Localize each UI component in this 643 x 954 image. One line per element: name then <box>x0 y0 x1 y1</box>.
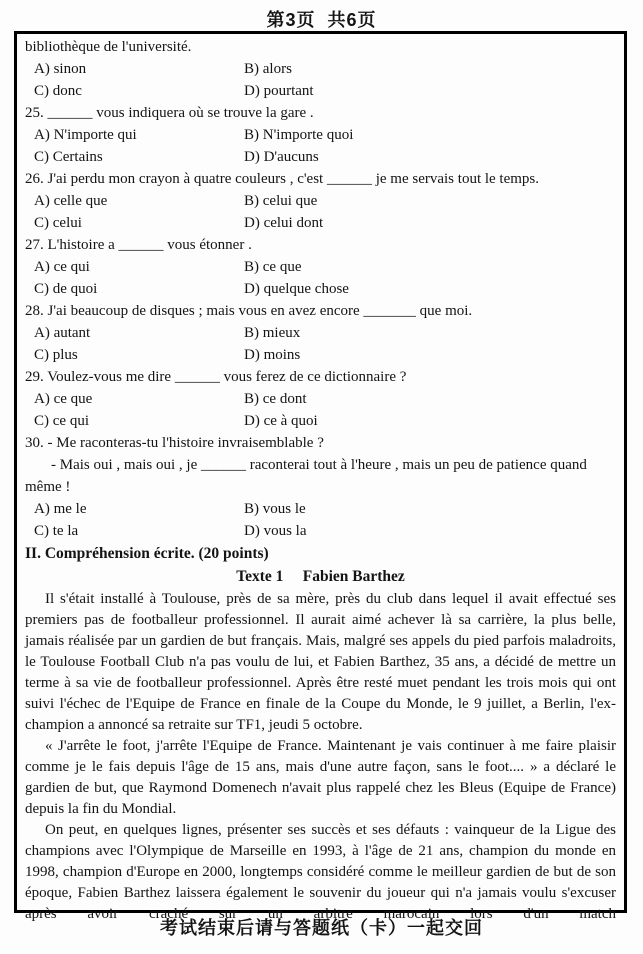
option-a: A) ce que <box>34 391 93 407</box>
texte-1-title: Texte 1 Fabien Barthez <box>236 568 405 585</box>
option-b: B) mieux <box>244 325 301 341</box>
option-a: A) celle que <box>34 193 108 209</box>
option-b: B) ce dont <box>244 391 307 407</box>
reading-paragraph-2: « J'arrête le foot, j'arrête l'Equipe de France. Maintenant je vais continuer à me faire plaisir comme je le fais depuis l'âge de 15 ans, mais d'une autre façon, sans le foot.... » a déclaré le gardien de but, que Raymond Domenech n'avait plus rappelé chez les Bleus (Equipe de France) depuis la fin du Mondial. <box>25 738 616 817</box>
section-2-heading: II. Compréhension écrite. (20 points) <box>25 545 269 562</box>
option-b: B) celui que <box>244 193 318 209</box>
option-d: D) moins <box>244 347 301 363</box>
option-c: C) celui <box>34 215 82 231</box>
option-c: C) plus <box>34 347 78 363</box>
question-30 <box>25 432 616 542</box>
option-b: B) N'importe quoi <box>244 127 354 143</box>
option-c: C) Certains <box>34 149 103 165</box>
question-options <box>25 58 616 102</box>
option-b: B) ce que <box>244 259 302 275</box>
question-options <box>25 498 616 542</box>
option-d: D) vous la <box>244 523 307 539</box>
option-a: A) autant <box>34 325 91 341</box>
option-d: D) celui dont <box>244 215 324 231</box>
exam-content-box <box>14 31 627 922</box>
option-c: C) de quoi <box>34 281 98 297</box>
question-stem: 28. J'ai beaucoup de disques ; mais vous en avez encore _______ que moi. <box>25 303 473 319</box>
question-26 <box>25 168 616 234</box>
question-24-continuation <box>25 36 616 102</box>
option-d: D) D'aucuns <box>244 149 319 165</box>
question-25 <box>25 102 616 168</box>
question-options <box>25 388 616 432</box>
question-options <box>25 256 616 300</box>
reading-paragraph-3: On peut, en quelques lignes, présenter ses succès et ses défauts : vainqueur de la Ligue des champions avec l'Olympique de Marseille en 1993, à l'âge de 21 ans, champion du monde en 1998, champion d'Europe en 2000, longtemps considéré comme le meilleur gardien de but de son époque, Fabien Barthez laissera également le souvenir du joueur qui n'a jamais voulu s'excuser après avoir craché sur un arbitre marocain lors d'un match <box>25 822 616 922</box>
option-c: C) ce qui <box>34 413 89 429</box>
reading-paragraph-1: Il s'était installé à Toulouse, près de sa mère, près du club dans lequel il avait effectué ses premiers pas de footballeur professionnel. Il aurait aimé achever là sa carrière, la plus belle, jamais réalisée par un gardien de but français. Mais, malgré ses appels du pied parfois maladroits, le Toulouse Football Club n'a pas voulu de lui, et Fabien Barthez, 35 ans, a décidé de mettre un terme à sa vie de footballeur professionnel. Après être resté muet pendant les trois mois qui ont suivi l'échec de l'Equipe de France en finale de la Coupe du Monde, le 9 juillet, a Berlin, l'ex-champion a annoncé sa retraite sur TF1, jeudi 5 octobre. <box>25 591 616 733</box>
question-options <box>25 190 616 234</box>
option-a: A) sinon <box>34 61 87 77</box>
option-b: B) alors <box>244 61 292 77</box>
option-d: D) quelque chose <box>244 281 349 297</box>
question-29 <box>25 366 616 432</box>
question-stem: 25. ______ vous indiquera où se trouve la gare . <box>25 105 314 121</box>
option-a: A) ce qui <box>34 259 90 275</box>
option-a: A) me le <box>34 501 87 517</box>
option-b: B) vous le <box>244 501 306 517</box>
option-d: D) ce à quoi <box>244 413 318 429</box>
question-28 <box>25 300 616 366</box>
question-stem-line2: - Mais oui , mais oui , je ______ raconterai tout à l'heure , mais un peu de patience quand même ! <box>25 457 587 495</box>
question-stem: 27. L'histoire a ______ vous étonner . <box>25 237 252 253</box>
question-stem: 26. J'ai perdu mon crayon à quatre couleurs , c'est ______ je me servais tout le temps. <box>25 171 540 187</box>
question-stem: 30. - Me raconteras-tu l'histoire invraisemblable ? <box>25 435 324 451</box>
question-27 <box>25 234 616 300</box>
page-number-header: 第3页 共6页 <box>266 10 377 30</box>
question-stem: bibliothèque de l'université. <box>25 39 192 55</box>
option-a: A) N'importe qui <box>34 127 137 143</box>
return-instruction-footer: 考试结束后请与答题纸（卡）一起交回 <box>160 918 483 938</box>
option-c: C) te la <box>34 523 79 539</box>
option-c: C) donc <box>34 83 82 99</box>
question-options <box>25 322 616 366</box>
option-d: D) pourtant <box>244 83 314 99</box>
question-stem: 29. Voulez-vous me dire ______ vous ferez de ce dictionnaire ? <box>25 369 407 385</box>
multiple-choice-section <box>25 36 616 542</box>
question-options <box>25 124 616 168</box>
